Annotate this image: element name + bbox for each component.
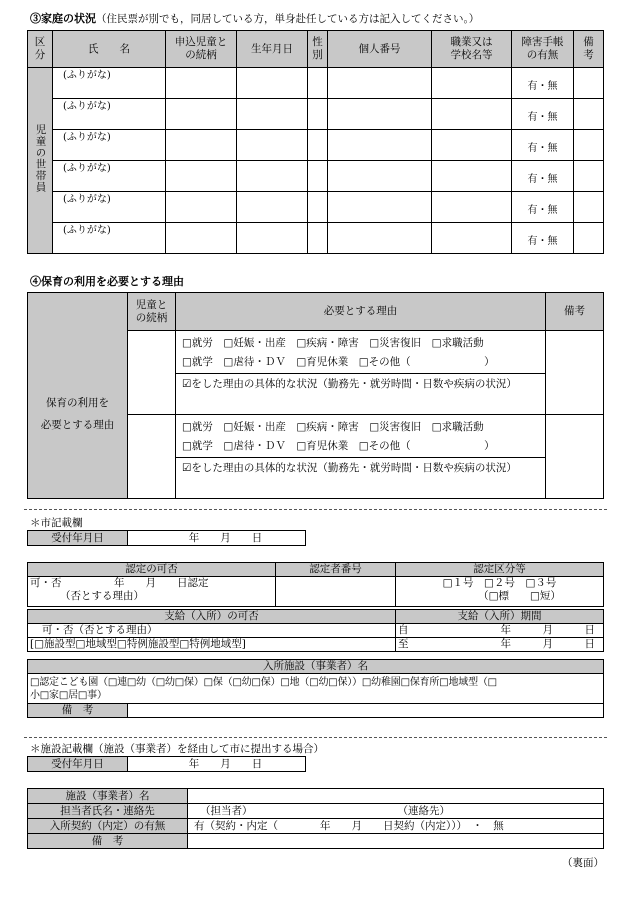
table-row [28,68,604,99]
personal-number-cell[interactable] [328,223,432,254]
header-occupation: 職業又は 学校名等 [432,31,512,68]
reason-detail-label: ☑をした理由の具体的な状況（勤務先・就労時間・日数や疾病の状況） [176,457,545,479]
furigana-cell[interactable]: (ふりがな) [53,130,166,161]
relationship-cell[interactable] [166,68,237,99]
header-relationship: 申込児童と の続柄 [166,31,237,68]
remarks-cell[interactable] [574,130,604,161]
personal-number-cell[interactable] [328,99,432,130]
sex-cell[interactable] [308,192,328,223]
person-in-charge[interactable]: （担当者） [188,804,396,819]
furigana-cell[interactable]: (ふりがな) [53,192,166,223]
period-from-date[interactable]: 年 月 日 [412,624,604,638]
approval-cell[interactable]: 可・否 年 月 日認定 （否とする理由） [28,577,276,607]
sex-cell[interactable] [308,99,328,130]
header-cert-number: 認定者番号 [276,563,396,577]
certification-table [27,562,604,607]
relationship-cell[interactable] [166,161,237,192]
disability-cell[interactable]: 有・無 [512,223,574,254]
birthdate-cell[interactable] [237,130,308,161]
facility-name-value[interactable] [188,789,604,804]
facility-received-label: 受付年月日 [28,757,128,772]
remarks-cell[interactable] [574,161,604,192]
header-facility-name: 入所施設（事業者）名 [28,660,604,674]
reason-options-line1[interactable]: □就労 □妊娠・出産 □疾病・障害 □災害復旧 □求職活動 [182,421,484,433]
reason-options-line2[interactable]: □就学 □虐待・ＤＶ □育児休業 □その他（ ） [182,356,495,368]
header-approval: 認定の可否 [28,563,276,577]
remarks-cell[interactable] [574,99,604,130]
furigana-cell[interactable]: (ふりがな) [53,68,166,99]
supply-approval[interactable]: 可・否（否とする理由） [28,624,396,638]
personal-number-cell[interactable] [328,130,432,161]
period-to-date[interactable]: 年 月 日 [412,638,604,652]
personal-number-cell[interactable] [328,68,432,99]
cert-remarks-value[interactable] [128,704,604,718]
furigana-cell[interactable]: (ふりがな) [53,99,166,130]
table-row [28,99,604,130]
header-personal-number: 個人番号 [328,31,432,68]
cert-number-cell[interactable] [276,577,396,607]
section4-title: ④保育の利用を必要とする理由 [30,275,184,288]
personal-number-cell[interactable] [328,192,432,223]
header-reason: 必要とする理由 [176,293,546,331]
supply-facility-type[interactable]: [□施設型□地域型□特例施設型□特例地域型] [28,638,396,652]
facility-name-label: 施設（事業者）名 [28,789,188,804]
header-supply: 支給（入所）の可否 [28,610,396,624]
reason-header-row [28,293,604,331]
occupation-cell[interactable] [432,223,512,254]
cert-row [28,577,604,607]
contract-label: 入所契約（内定）の有無 [28,819,188,834]
relationship-cell[interactable] [166,223,237,254]
city-received-date[interactable]: 年 月 日 [128,531,306,546]
reason-detail-label: ☑をした理由の具体的な状況（勤務先・就労時間・日数や疾病の状況） [176,373,545,395]
sex-cell[interactable] [308,68,328,99]
disability-cell[interactable]: 有・無 [512,68,574,99]
table-row [28,192,604,223]
section3-title [30,10,479,26]
facility-type-options[interactable]: □認定こども園（□連□幼（□幼□保）□保（□幼□保）□地（□幼□保））□幼稚園□保育所□地域型（□ 小□家□居□事） [28,674,604,704]
facility-name-table [27,659,604,718]
page-footer: （裏面） [562,857,604,869]
section3-title-note: （住民票が別でも，同居している方，単身赴任している方は記入してください。） [96,13,480,25]
city-received-table [27,530,306,546]
facility-remarks-label: 備 考 [28,834,188,849]
reason-cell [176,331,546,415]
facility-info-table [27,788,604,849]
city-received-label: 受付年月日 [28,531,128,546]
birthdate-cell[interactable] [237,192,308,223]
furigana-cell[interactable]: (ふりがな) [53,161,166,192]
occupation-cell[interactable] [432,130,512,161]
birthdate-cell[interactable] [237,223,308,254]
facility-remarks-value[interactable] [188,834,604,849]
header-remarks: 備 考 [574,31,604,68]
cert-remarks-label: 備 考 [28,704,128,718]
contact-label: 担当者氏名・連絡先 [28,804,188,819]
birthdate-cell[interactable] [237,99,308,130]
occupation-cell[interactable] [432,161,512,192]
remarks-cell[interactable] [574,223,604,254]
section3-title-bold: ③家庭の状況 [30,12,96,25]
supply-table [27,609,604,652]
occupation-cell[interactable] [432,192,512,223]
header-disability: 障害手帳 の有無 [512,31,574,68]
disability-cell[interactable]: 有・無 [512,161,574,192]
cert-header-row [28,563,604,577]
header-cert-class: 認定区分等 [396,563,604,577]
sex-cell[interactable] [308,223,328,254]
table-row [28,161,604,192]
city-section-title: ＊市記載欄 [30,517,83,529]
cert-class-cell[interactable]: □１号 □２号 □３号 （□標 □短） [396,577,604,607]
period-from-label: 自 [396,624,412,638]
occupation-cell[interactable] [432,68,512,99]
reason-cell [176,415,546,499]
relationship-cell[interactable] [166,192,237,223]
note-cell[interactable] [546,415,604,499]
facility-section-title: ＊施設記載欄（施設（事業者）を経由して市に提出する場合） [30,743,324,755]
facility-received-date[interactable]: 年 月 日 [128,757,306,772]
household-side-label: 児童の世帯員 [28,68,53,254]
reason-options-line2[interactable]: □就学 □虐待・ＤＶ □育児休業 □その他（ ） [182,440,495,452]
note-cell[interactable] [546,331,604,415]
relationship-cell[interactable] [166,99,237,130]
reason-table [27,292,604,499]
header-sex: 性 別 [308,31,328,68]
header-child-relation: 児童と の続柄 [128,293,176,331]
birthdate-cell[interactable] [237,68,308,99]
divider [24,737,607,738]
remarks-cell[interactable] [574,192,604,223]
contract-value[interactable]: 有（契約・内定（ 年 月 日契約（内定））） ・ 無 [188,819,604,834]
relationship-cell[interactable] [166,130,237,161]
disability-cell[interactable]: 有・無 [512,130,574,161]
disability-cell[interactable]: 有・無 [512,99,574,130]
header-note: 備考 [546,293,604,331]
divider [24,509,607,510]
sex-cell[interactable] [308,161,328,192]
reason-side-label: 保育の利用を 必要とする理由 [28,331,128,499]
reason-row [28,331,604,415]
occupation-cell[interactable] [432,99,512,130]
reason-options-line1[interactable]: □就労 □妊娠・出産 □疾病・障害 □災害復旧 □求職活動 [182,337,484,349]
remarks-cell[interactable] [574,68,604,99]
table-row [28,130,604,161]
household-table [27,30,604,254]
relation-cell[interactable] [128,331,176,415]
birthdate-cell[interactable] [237,161,308,192]
header-supply-period: 支給（入所）期間 [396,610,604,624]
personal-number-cell[interactable] [328,161,432,192]
header-category: 区 分 [28,31,53,68]
header-birthdate: 生年月日 [237,31,308,68]
facility-received-table [27,756,306,772]
household-header-row [28,31,604,68]
relation-cell[interactable] [128,415,176,499]
header-name: 氏 名 [53,31,166,68]
period-to-label: 至 [396,638,412,652]
contact-value[interactable]: （連絡先） [396,804,604,819]
furigana-cell[interactable]: (ふりがな) [53,223,166,254]
table-row [28,223,604,254]
disability-cell[interactable]: 有・無 [512,192,574,223]
sex-cell[interactable] [308,130,328,161]
